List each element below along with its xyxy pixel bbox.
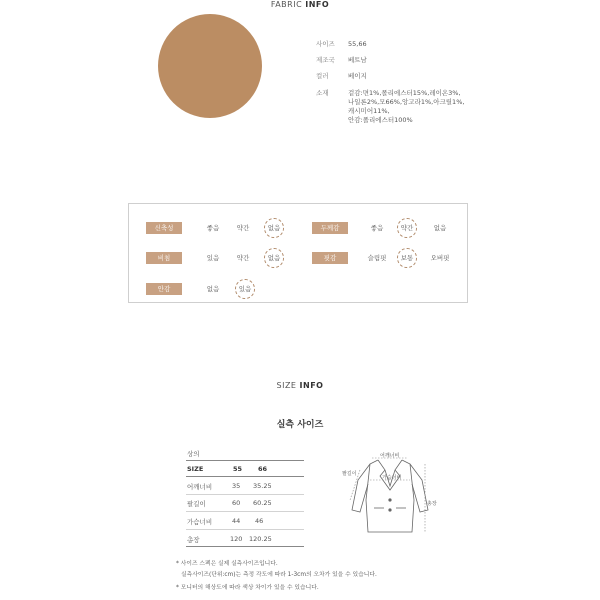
option-thickness-none: 없음 xyxy=(433,224,447,232)
table-row-label: 어깨너비 xyxy=(187,483,213,491)
material-line: 나일론2%,모66%,앙고라1%,아크릴1%, xyxy=(348,98,465,106)
table-bottom-rule xyxy=(186,546,304,547)
spec-label-origin: 제조국 xyxy=(316,56,335,64)
fabric-info-title xyxy=(0,0,600,9)
option-lining-none: 없음 xyxy=(206,285,220,293)
spec-label-color: 컬러 xyxy=(316,72,329,80)
table-cell: 35 xyxy=(232,482,241,490)
fabric-swatch xyxy=(158,14,262,118)
option-sheer-none-selected: 없음 xyxy=(264,248,284,268)
table-cell: 60.25 xyxy=(253,499,272,507)
fabric-title-bold: INFO xyxy=(305,0,330,9)
diagram-label-length: 총장 xyxy=(427,501,437,507)
tag-fit: 핏감 xyxy=(312,252,348,264)
table-header-size: SIZE xyxy=(187,465,204,473)
table-row-label: 가슴너비 xyxy=(187,518,213,526)
table-cell: 35.25 xyxy=(253,482,272,490)
spec-value-material xyxy=(348,89,488,125)
option-fit-slim: 슬림핏 xyxy=(367,254,387,262)
size-note: 실측사이즈(단위:cm)는 측정 각도에 따라 1-3cm의 오차가 있을 수 있습니다. xyxy=(181,572,377,578)
table-cell: 120.25 xyxy=(249,535,272,543)
option-lining-yes-selected: 있음 xyxy=(235,279,255,299)
option-thickness-slight-selected: 약간 xyxy=(397,218,417,238)
table-row-label: 팔길이 xyxy=(187,500,206,508)
table-cell: 120 xyxy=(230,535,243,543)
option-stretch-none-selected: 없음 xyxy=(264,218,284,238)
size-subtitle: 실측 사이즈 xyxy=(276,420,324,430)
diagram-label-chest: 가슴너비 xyxy=(382,475,402,481)
table-header-55: 55 xyxy=(233,465,243,473)
size-title-bold: INFO xyxy=(299,381,324,390)
tag-thickness: 두께감 xyxy=(312,222,348,234)
table-cell: 44 xyxy=(232,517,241,525)
size-title-prefix: SIZE xyxy=(276,381,297,390)
tag-stretch: 신축성 xyxy=(146,222,182,234)
table-row-rule xyxy=(186,511,304,512)
diagram-label-sleeve: 팔길이 xyxy=(342,471,357,477)
table-row-label: 총장 xyxy=(187,536,200,544)
option-stretch-good: 좋음 xyxy=(206,224,220,232)
table-cell: 60 xyxy=(232,499,241,507)
tag-lining: 안감 xyxy=(146,283,182,295)
color-note: * 모니터의 해상도에 따라 색상 차이가 있을 수 있습니다. xyxy=(176,585,319,591)
size-table-category: 상의 xyxy=(187,450,200,458)
material-line: 캐시미어11%, xyxy=(348,107,390,115)
option-sheer-slight: 약간 xyxy=(236,254,250,262)
fabric-title-prefix: FABRIC xyxy=(270,0,303,9)
size-info-title xyxy=(0,381,600,390)
table-cell: 46 xyxy=(255,517,264,525)
table-row-rule xyxy=(186,494,304,495)
spec-value-color: 베이지 xyxy=(348,72,367,80)
spec-label-material: 소재 xyxy=(316,89,329,97)
option-stretch-slight: 약간 xyxy=(236,224,250,232)
table-header-rule xyxy=(186,476,304,477)
diagram-label-shoulder: 어깨너비 xyxy=(380,453,400,459)
spec-value-size: 55,66 xyxy=(348,40,367,48)
spec-label-size: 사이즈 xyxy=(316,40,335,48)
option-sheer-yes: 있음 xyxy=(206,254,220,262)
option-thickness-good: 좋음 xyxy=(370,224,384,232)
table-header-66: 66 xyxy=(258,465,268,473)
tag-sheerness: 비침 xyxy=(146,252,182,264)
option-fit-regular-selected: 보통 xyxy=(397,248,417,268)
material-line: 겉감:면1%,폴리에스터15%,레이온3%, xyxy=(348,89,461,97)
table-top-rule xyxy=(186,460,304,461)
spec-value-origin: 베트남 xyxy=(348,56,367,64)
size-note: * 사이즈 스펙은 실제 실측사이즈입니다. xyxy=(176,561,278,567)
option-fit-over: 오버핏 xyxy=(430,254,450,262)
fabric-properties-panel xyxy=(128,203,468,303)
table-row-rule xyxy=(186,529,304,530)
material-line: 안감:폴리에스터100% xyxy=(348,116,413,124)
